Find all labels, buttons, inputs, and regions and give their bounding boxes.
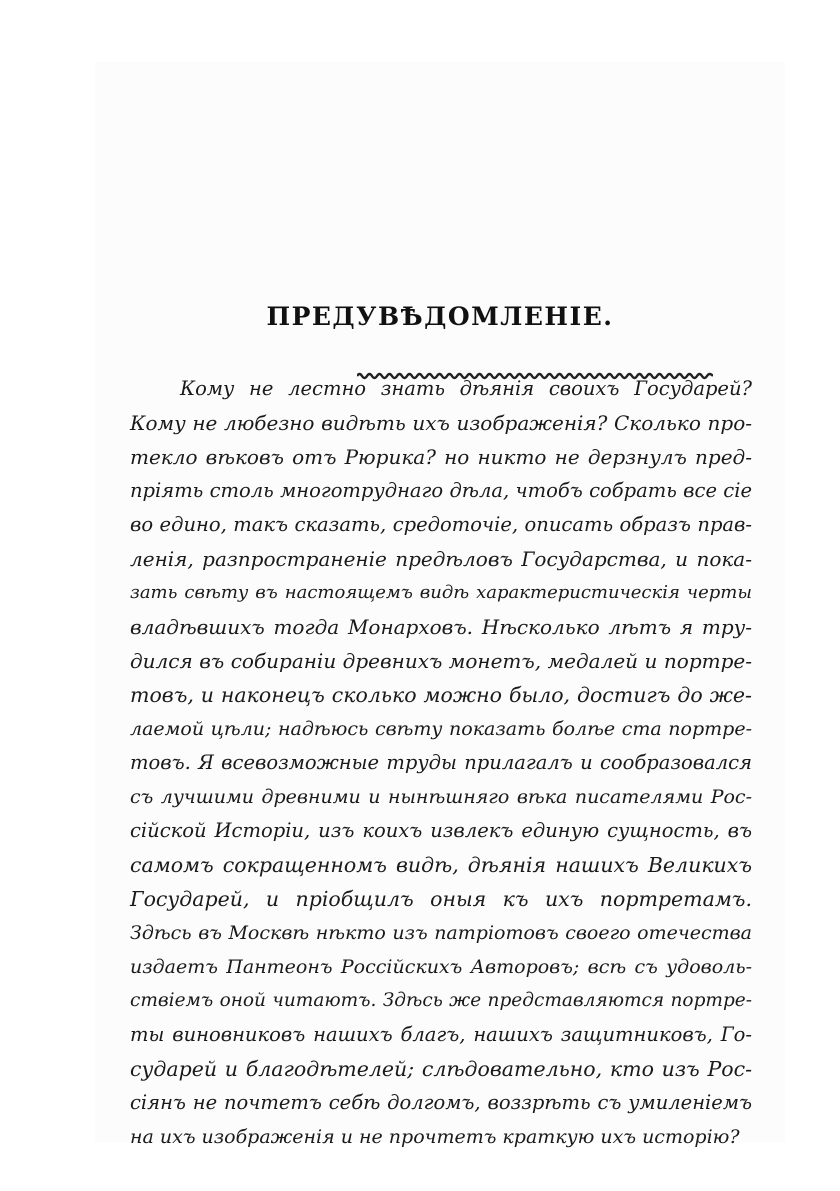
text-line: владѣвшихъ тогда Монарховъ. Нѣсколько лѣтъ я тру- bbox=[130, 615, 752, 639]
text-line: ленія, разпространеніе предѣловъ Государства, и пока- bbox=[130, 547, 752, 571]
text-line: зать свѣту въ настоящемъ видѣ характеристическія черты bbox=[130, 582, 752, 603]
text-line: дился въ собираніи древнихъ монетъ, медалей и портре- bbox=[130, 649, 752, 673]
text-line: Здѣсь въ Москвѣ нѣкто изъ патріотовъ своего отечества bbox=[130, 922, 752, 944]
text-line: ствіемъ оной читаютъ. Здѣсь же представляются портре- bbox=[130, 990, 752, 1011]
body-paragraph bbox=[130, 372, 752, 1154]
text-line: во едино, такъ сказать, средоточіе, описать образъ прав- bbox=[130, 513, 752, 536]
text-line: съ лучшими древними и нынѣшняго вѣка писателями Рос- bbox=[130, 786, 752, 808]
text-line: текло вѣковъ отъ Рюрика? но никто не дерзнулъ пред- bbox=[130, 445, 752, 469]
text-line: сіянъ не почтетъ себѣ долгомъ, воззрѣть съ умиленіемъ bbox=[130, 1091, 752, 1114]
text-line: сударей и благодѣтелей; слѣдовательно, кто изъ Рос- bbox=[130, 1057, 752, 1081]
text-line: лаемой цѣли; надѣюсь свѣту показать болѣе ста портре- bbox=[130, 718, 752, 740]
text-line: ты виновниковъ нашихъ благъ, нашихъ защитниковъ, Го- bbox=[130, 1023, 752, 1046]
text-line: товъ, и наконецъ сколько можно было, достигъ до же- bbox=[130, 683, 752, 707]
page-title: ПРЕДУВѢДОМЛЕНІЕ. bbox=[266, 302, 614, 331]
text-line: на ихъ изображенія и не прочтетъ краткую ихъ исторію? bbox=[130, 1126, 740, 1148]
text-line: пріять столь многотруднаго дѣла, чтобъ собрать все сіе bbox=[130, 479, 752, 502]
text-line: издаетъ Пантеонъ Россійскихъ Авторовъ; всѣ съ удоволь- bbox=[130, 956, 752, 978]
text-line: Государей, и пріобщилъ оныя къ ихъ портретамъ. bbox=[130, 887, 752, 911]
text-line: Кому не лестно знать дѣянія своихъ Государей? bbox=[180, 377, 752, 400]
text-line: Кому не любезно видѣть ихъ изображенія? Сколько про- bbox=[130, 411, 752, 435]
text-line: самомъ сокращенномъ видѣ, дѣянія нашихъ Великихъ bbox=[130, 853, 752, 877]
text-line: товъ. Я всевозможные труды прилагалъ и сообразовался bbox=[130, 751, 752, 774]
text-line: сійской Исторіи, изъ коихъ извлекъ единую сущность, въ bbox=[130, 819, 752, 842]
